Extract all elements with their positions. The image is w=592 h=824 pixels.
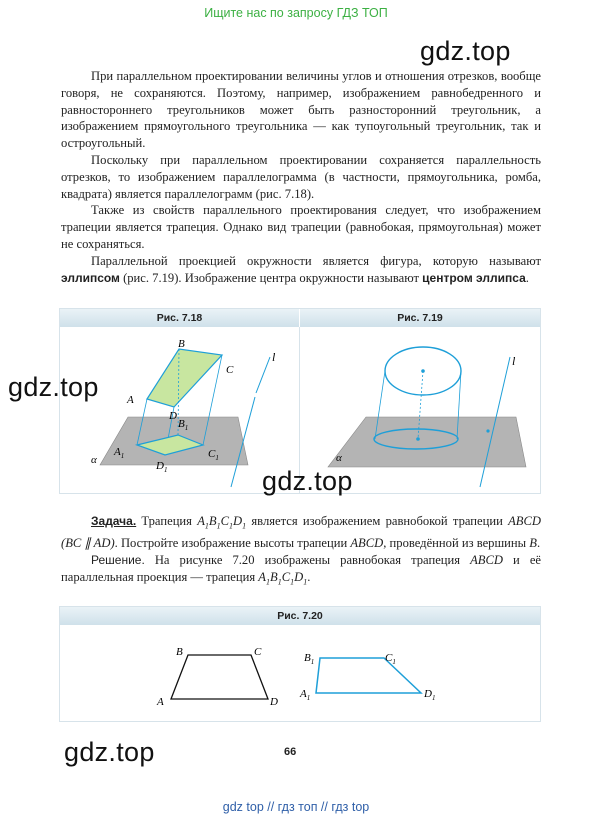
theory-text bbox=[61, 68, 541, 286]
label-d: D bbox=[270, 696, 278, 708]
label-c1: $C_1$ bbox=[385, 652, 396, 666]
parallelogram-abcd bbox=[147, 349, 222, 407]
paragraph-1: При параллельном проектировании величины углов и отношения отрезков, вообще говоря, не сохраняются. Поэтому, например, изображением равнобедренного и равностороннего треугольников может быть разносторонний треугольник, а изображением прямоугольного треугольника — как тупоугольный треугольник, так и остроугольный. bbox=[61, 69, 541, 151]
trapezoid-abcd bbox=[171, 655, 268, 699]
label-c1: $C_1$ bbox=[208, 448, 219, 462]
watermark-top-right: gdz.top bbox=[420, 36, 511, 66]
watermark-center: gdz.top bbox=[262, 466, 353, 496]
label-l: l bbox=[272, 350, 276, 364]
line-l-top bbox=[256, 357, 270, 393]
trapezoid-a1b1c1d1 bbox=[316, 658, 421, 693]
label-a: A bbox=[127, 394, 134, 406]
l-plane-intersection bbox=[486, 429, 489, 432]
term-ellipse-center: центром эллипса bbox=[422, 270, 526, 285]
plane-alpha bbox=[328, 417, 526, 467]
top-banner[interactable]: Ищите нас по запросу ГДЗ ТОП bbox=[204, 6, 388, 20]
label-b1: $B_1$ bbox=[178, 418, 189, 432]
label-alpha: α bbox=[336, 452, 342, 464]
fig-7-19-caption: Рис. 7.19 bbox=[300, 309, 540, 327]
label-b1: $B_1$ bbox=[304, 652, 315, 666]
circle-center bbox=[421, 369, 425, 373]
solution-text: Решение. На рисунке 7.20 изображены равнобокая трапеция ABCD и её параллельная проекция — трапеция $A_1B_1C_1D_1$. bbox=[61, 553, 541, 587]
label-d1: $D_1$ bbox=[156, 460, 168, 474]
fig-7-20-drawing bbox=[60, 625, 540, 721]
label-c: C bbox=[226, 364, 234, 376]
task-text: Задача. Трапеция $A_1B_1C_1D_1$ является изображением равнобокой трапеции ABCD (BC ∥ AD). Постройте изображение высоты трапеции ABCD, проведённой из вершины B. Решение. На рисунке 7.20 изображены равнобокая трапеция ABCD и её параллельная проекция — трапеция $A_1B_1C_1D_1$. bbox=[61, 513, 541, 591]
figure-panel-720 bbox=[59, 606, 541, 722]
paragraph-4: Параллельной проекцией окружности является фигура, которую называют эллипсом (рис. 7.19). Изображение центра окружности называют центром эллипса. bbox=[61, 253, 541, 285]
label-a1: $A_1$ bbox=[300, 688, 311, 702]
label-a: A bbox=[157, 696, 164, 708]
page-number: 66 bbox=[284, 746, 297, 758]
ellipse-center bbox=[416, 437, 420, 441]
paragraph-2: Поскольку при параллельном проектировании сохраняется параллельность отрезков, то изображением параллелограмма (в частности, прямоугольника, ромба, квадрата) является параллелограмм (рис. 7.18). bbox=[61, 152, 541, 201]
label-d: D bbox=[169, 410, 177, 422]
label-a1: $A_1$ bbox=[114, 446, 125, 460]
label-l: l bbox=[512, 354, 516, 368]
label-b: B bbox=[176, 646, 183, 658]
solution-label: Решение. bbox=[91, 553, 145, 568]
task-label: Задача. bbox=[91, 514, 137, 528]
paragraph-3: Также из свойств параллельного проектирования следует, что изображением трапеции является трапеция. Однако вид трапеции (равнобокая, прямоугольная) может не сохраняться. bbox=[61, 203, 541, 251]
watermark-left: gdz.top bbox=[8, 372, 99, 402]
term-ellipse: эллипсом bbox=[61, 270, 120, 285]
fig-7-20-caption: Рис. 7.20 bbox=[60, 607, 540, 625]
label-d1: $D_1$ bbox=[424, 688, 436, 702]
fig-7-18-caption: Рис. 7.18 bbox=[60, 309, 299, 327]
bottom-banner[interactable]: gdz top // гдз топ // гдз top bbox=[222, 800, 370, 814]
watermark-bottom: gdz.top bbox=[64, 737, 155, 767]
label-b: B bbox=[178, 338, 185, 350]
label-c: C bbox=[254, 646, 262, 658]
label-alpha: α bbox=[91, 454, 97, 466]
